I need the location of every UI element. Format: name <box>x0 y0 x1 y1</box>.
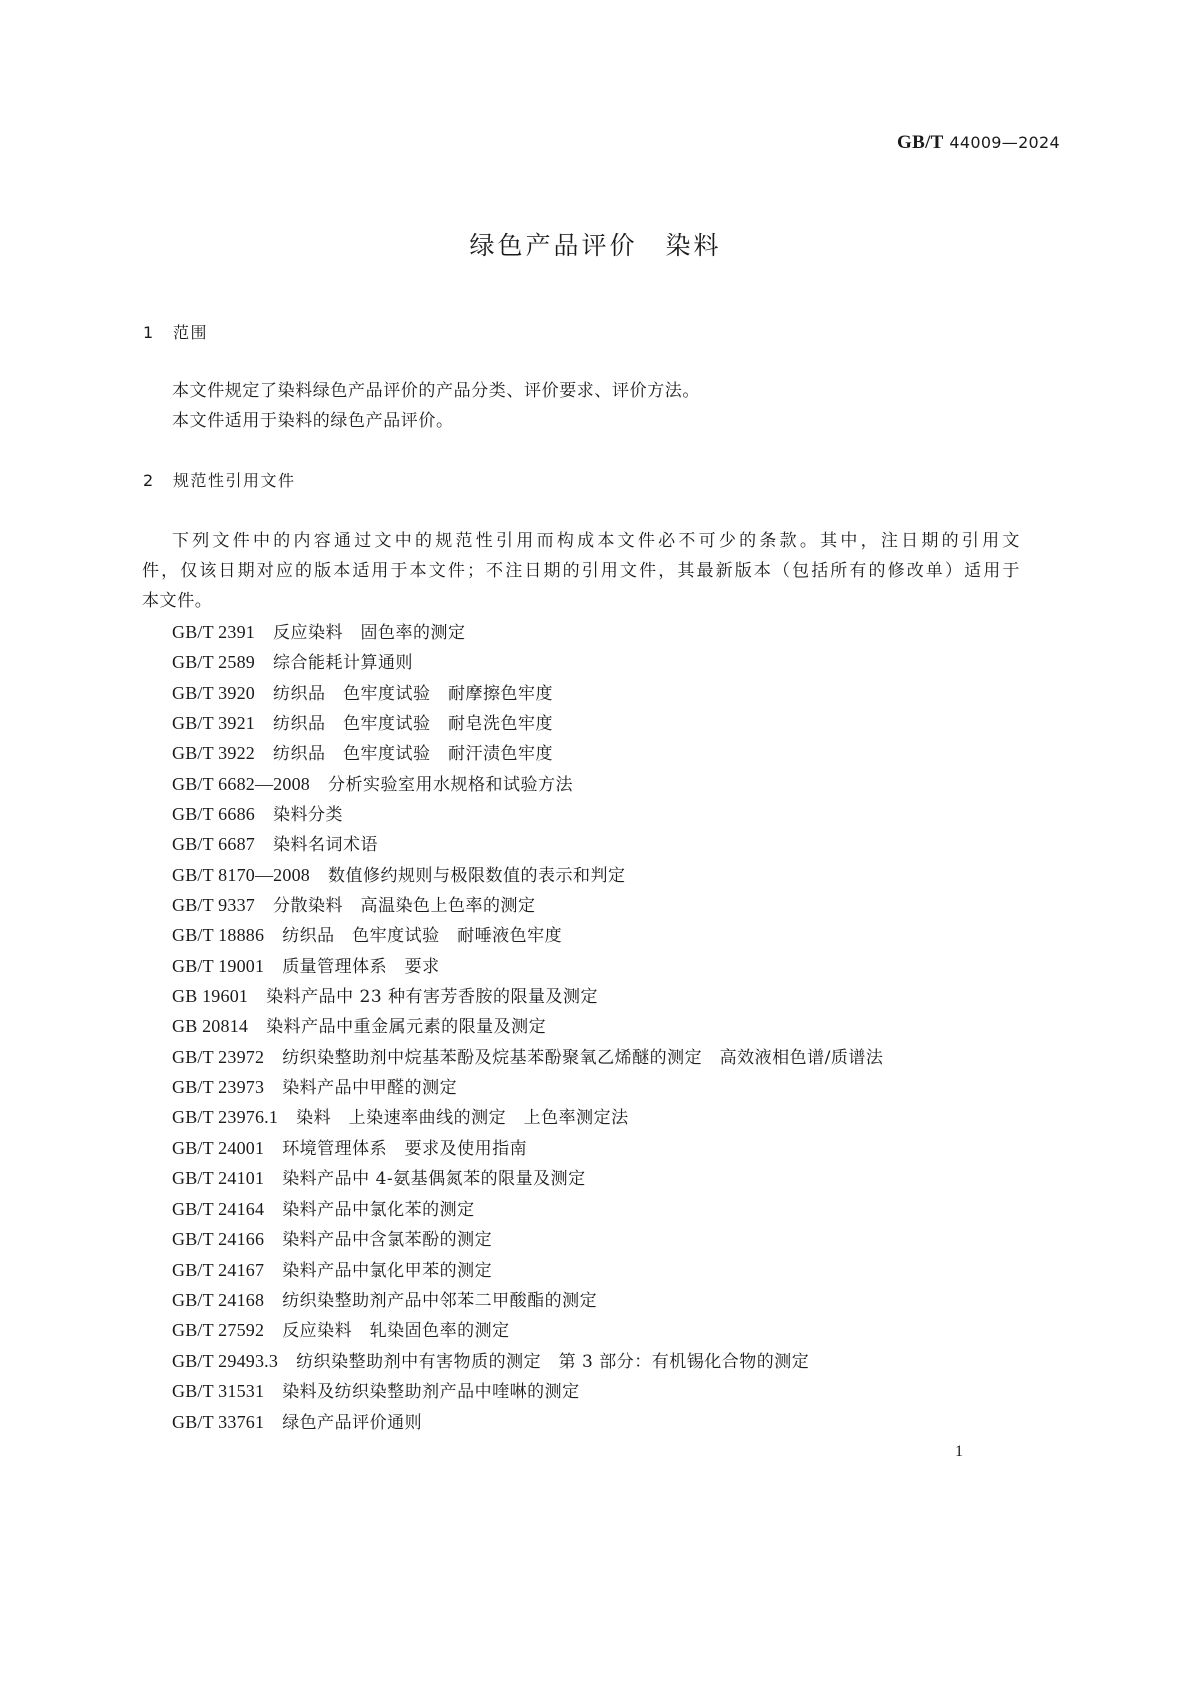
reference-item <box>172 650 413 675</box>
reference-title: 分散染料 高温染色上色率的测定 <box>272 896 536 916</box>
reference-item <box>172 1105 629 1130</box>
reference-item <box>172 1166 586 1191</box>
reference-title: 纺织染整助剂中烷基苯酚及烷基苯酚聚氧乙烯醚的测定 高效液相色谱/质谱法 <box>282 1048 884 1068</box>
reference-item <box>172 1318 510 1343</box>
reference-item <box>172 1014 546 1039</box>
reference-title: 染料产品中甲醛的测定 <box>282 1078 458 1098</box>
reference-code: GB/T 27592 <box>172 1320 265 1340</box>
reference-title: 分析实验室用水规格和试验方法 <box>327 775 573 795</box>
reference-item <box>172 1379 580 1404</box>
standard-code <box>897 130 1060 156</box>
standard-prefix: GB/T <box>897 132 944 153</box>
reference-title: 环境管理体系 要求及使用指南 <box>282 1139 528 1159</box>
reference-code: GB/T 3920 <box>172 683 255 703</box>
reference-code: GB/T 6682—2008 <box>172 774 310 794</box>
reference-title: 纺织品 色牢度试验 耐唾液色牢度 <box>282 926 563 946</box>
scope-paragraph: 本文件规定了染料绿色产品评价的产品分类、评价要求、评价方法。 <box>172 381 700 401</box>
reference-title: 反应染料 固色率的测定 <box>272 623 466 643</box>
reference-item <box>172 893 535 918</box>
reference-item <box>172 1288 597 1313</box>
reference-code: GB/T 24166 <box>172 1229 265 1249</box>
intro-paragraph-line: 下列文件中的内容通过文中的规范性引用而构成本文件必不可少的条款。其中，注日期的引用文 <box>172 531 1020 551</box>
reference-item <box>172 954 440 979</box>
reference-title: 纺织品 色牢度试验 耐摩擦色牢度 <box>272 684 553 704</box>
reference-code: GB/T 23972 <box>172 1047 265 1067</box>
reference-item <box>172 1045 883 1070</box>
reference-item <box>172 1258 492 1283</box>
section-heading-scope <box>143 321 208 345</box>
reference-item <box>172 984 598 1009</box>
standard-number: 44009—2024 <box>949 133 1060 152</box>
reference-title: 染料产品中 23 种有害芳香胺的限量及测定 <box>266 987 599 1007</box>
reference-code: GB/T 2391 <box>172 622 255 642</box>
reference-code: GB/T 23976.1 <box>172 1107 279 1127</box>
reference-item <box>172 1197 475 1222</box>
reference-title: 染料产品中氯化苯的测定 <box>282 1200 475 1220</box>
reference-code: GB/T 24101 <box>172 1168 265 1188</box>
section-number: 1 <box>143 323 155 342</box>
reference-code: GB/T 6687 <box>172 834 255 854</box>
reference-title: 综合能耗计算通则 <box>272 653 413 673</box>
reference-code: GB/T 3922 <box>172 743 255 763</box>
reference-code: GB/T 24001 <box>172 1138 265 1158</box>
reference-item <box>172 923 562 948</box>
reference-item <box>172 772 573 797</box>
reference-code: GB/T 19001 <box>172 956 265 976</box>
intro-paragraph-line: 件，仅该日期对应的版本适用于本文件；不注日期的引用文件，其最新版本（包括所有的修改单）适用于 <box>142 561 1020 581</box>
reference-title: 染料及纺织染整助剂产品中喹啉的测定 <box>282 1382 580 1402</box>
reference-title: 染料分类 <box>272 805 343 825</box>
reference-title: 染料产品中含氯苯酚的测定 <box>282 1230 493 1250</box>
reference-code: GB/T 2589 <box>172 652 255 672</box>
reference-item <box>172 1410 422 1435</box>
reference-code: GB/T 24168 <box>172 1290 265 1310</box>
reference-item <box>172 681 553 706</box>
reference-code: GB/T 3921 <box>172 713 255 733</box>
reference-title: 质量管理体系 要求 <box>282 957 440 977</box>
reference-title: 染料 上染速率曲线的测定 上色率测定法 <box>296 1108 629 1128</box>
page-number: 1 <box>955 1443 963 1460</box>
reference-item <box>172 802 343 827</box>
section-heading-normative-references <box>143 469 296 493</box>
reference-item <box>172 1075 457 1100</box>
reference-title: 染料名词术语 <box>272 835 378 855</box>
reference-code: GB 19601 <box>172 986 249 1006</box>
reference-code: GB/T 33761 <box>172 1412 265 1432</box>
reference-title: 绿色产品评价通则 <box>282 1413 423 1433</box>
reference-item <box>172 741 553 766</box>
reference-title: 染料产品中重金属元素的限量及测定 <box>266 1017 547 1037</box>
reference-title: 反应染料 轧染固色率的测定 <box>282 1321 510 1341</box>
reference-code: GB/T 24164 <box>172 1199 265 1219</box>
reference-code: GB/T 8170—2008 <box>172 865 310 885</box>
reference-code: GB 20814 <box>172 1016 249 1036</box>
reference-item <box>172 832 378 857</box>
reference-code: GB/T 23973 <box>172 1077 265 1097</box>
intro-paragraph-line: 本文件。 <box>142 591 213 611</box>
section-number: 2 <box>143 471 155 490</box>
reference-code: GB/T 6686 <box>172 804 255 824</box>
reference-title: 纺织品 色牢度试验 耐皂洗色牢度 <box>272 714 553 734</box>
reference-item <box>172 711 553 736</box>
reference-item <box>172 1136 527 1161</box>
reference-code: GB/T 9337 <box>172 895 255 915</box>
reference-item <box>172 863 625 888</box>
document-title: 绿色产品评价 染料 <box>469 231 722 260</box>
reference-title: 纺织品 色牢度试验 耐汗渍色牢度 <box>272 744 553 764</box>
reference-code: GB/T 18886 <box>172 925 265 945</box>
reference-code: GB/T 31531 <box>172 1381 265 1401</box>
reference-item <box>172 1227 492 1252</box>
reference-item <box>172 620 465 645</box>
reference-title: 数值修约规则与极限数值的表示和判定 <box>327 866 626 886</box>
reference-code: GB/T 29493.3 <box>172 1351 279 1371</box>
reference-title: 染料产品中氯化甲苯的测定 <box>282 1261 493 1281</box>
section-title: 规范性引用文件 <box>173 471 296 490</box>
scope-paragraph: 本文件适用于染料的绿色产品评价。 <box>172 411 454 431</box>
reference-code: GB/T 24167 <box>172 1260 265 1280</box>
reference-title: 染料产品中 4-氨基偶氮苯的限量及测定 <box>282 1169 586 1189</box>
section-title: 范围 <box>173 323 209 342</box>
reference-title: 纺织染整助剂产品中邻苯二甲酸酯的测定 <box>282 1291 598 1311</box>
reference-title: 纺织染整助剂中有害物质的测定 第 3 部分：有机锡化合物的测定 <box>296 1352 810 1372</box>
reference-item <box>172 1349 809 1374</box>
